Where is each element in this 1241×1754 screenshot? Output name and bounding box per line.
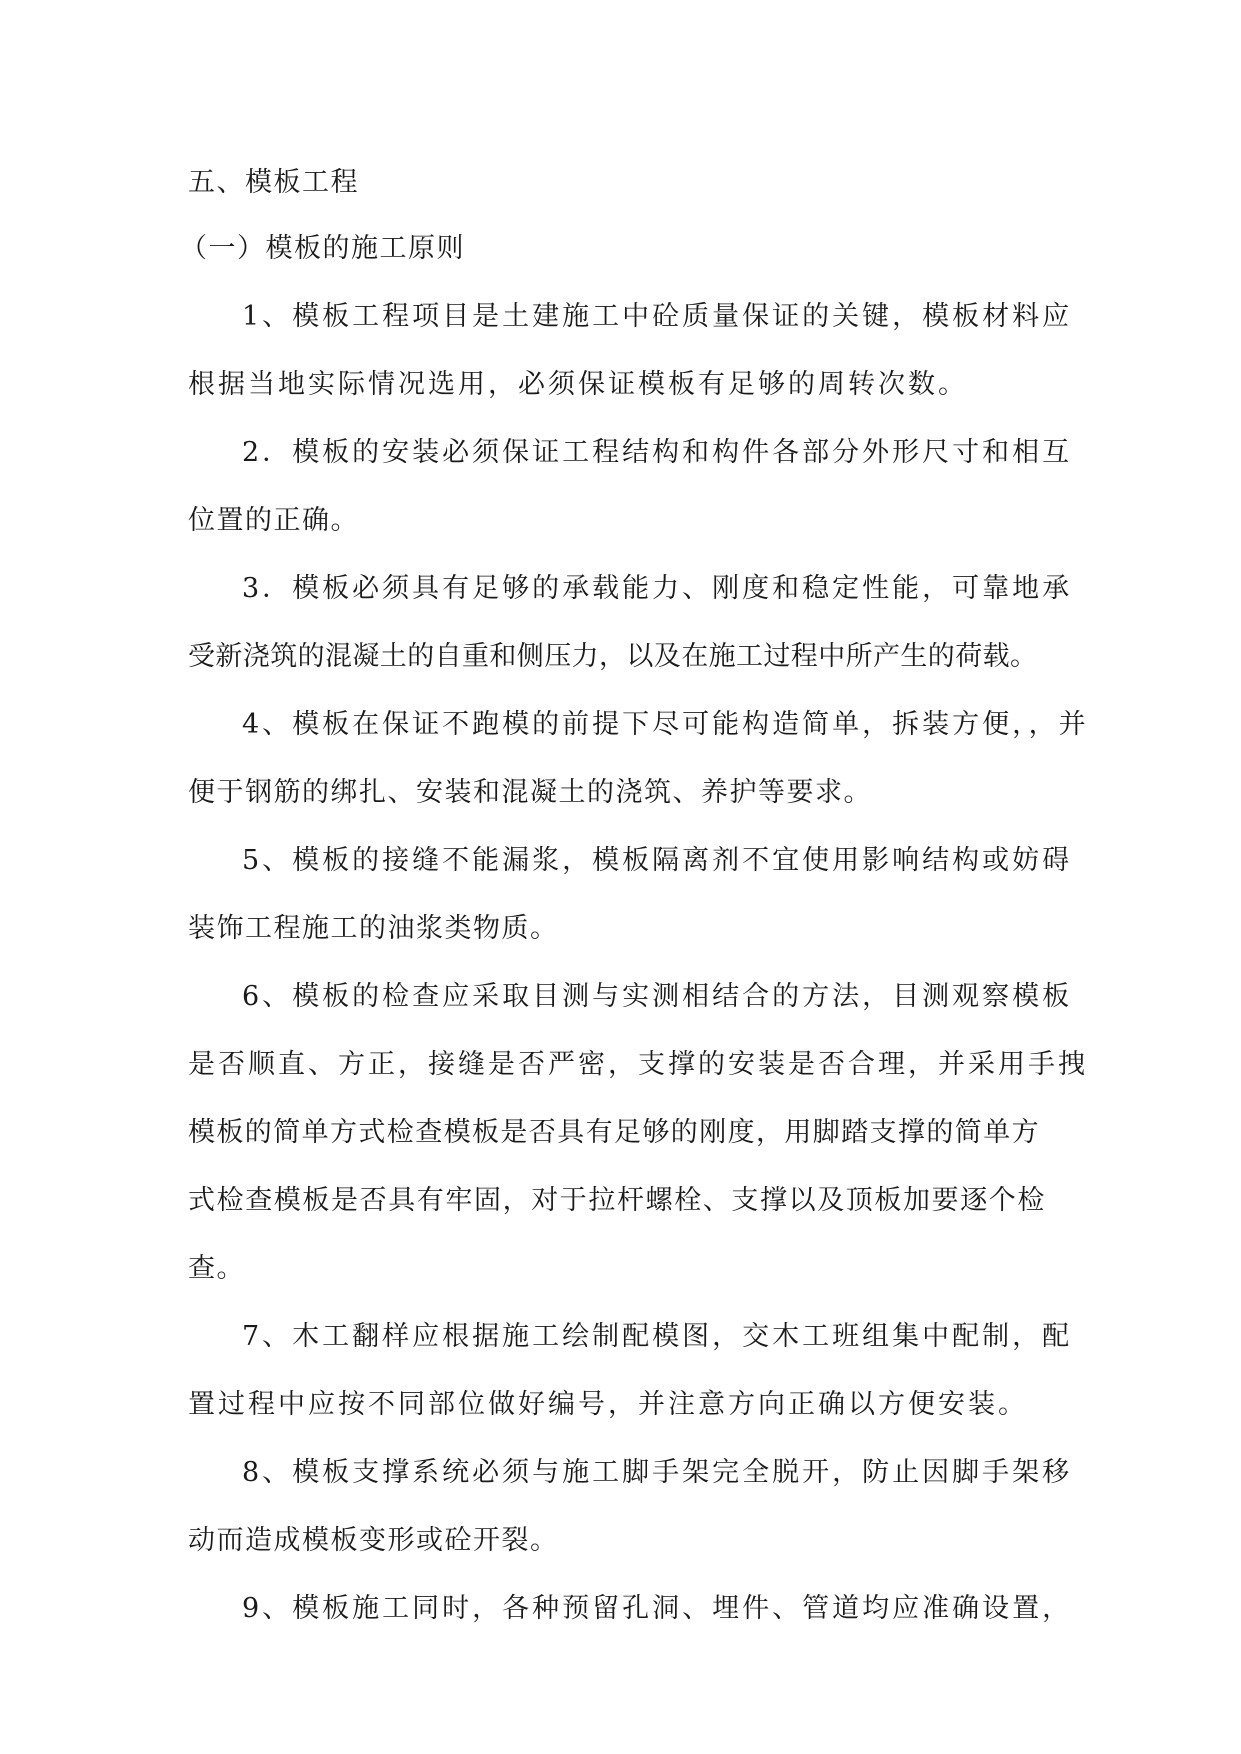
paragraph-6-line-4: 式检查模板是否具有牢固，对于拉杆螺栓、支撑以及顶板加要逐个检 bbox=[188, 1185, 1046, 1216]
paragraph-6-line-5: 查。 bbox=[188, 1253, 245, 1284]
section-heading: 五、模板工程 bbox=[188, 167, 359, 198]
paragraph-1-line-1: 1、模板工程项目是土建施工中砼质量保证的关键，模板材料应 bbox=[242, 301, 1073, 332]
paragraph-1-line-2: 根据当地实际情况选用，必须保证模板有足够的周转次数。 bbox=[188, 369, 968, 400]
paragraph-7-line-1: 7、木工翻样应根据施工绘制配模图，交木工班组集中配制，配 bbox=[242, 1321, 1073, 1352]
paragraph-9-line-1: 9、模板施工同时，各种预留孔洞、埋件、管道均应准确设置， bbox=[242, 1593, 1073, 1624]
paragraph-8-line-2: 动而造成模板变形或砼开裂。 bbox=[188, 1525, 559, 1556]
paragraph-8-line-1: 8、模板支撑系统必须与施工脚手架完全脱开，防止因脚手架移 bbox=[242, 1457, 1073, 1488]
paragraph-3-line-1: 3．模板必须具有足够的承载能力、刚度和稳定性能，可靠地承 bbox=[242, 573, 1073, 604]
paragraph-6-line-2: 是否顺直、方正，接缝是否严密，支撑的安装是否合理，并采用手拽 bbox=[188, 1049, 1088, 1080]
paragraph-2-line-1: 2．模板的安装必须保证工程结构和构件各部分外形尺寸和相互 bbox=[242, 437, 1073, 468]
paragraph-5-line-2: 装饰工程施工的油浆类物质。 bbox=[188, 913, 559, 944]
paragraph-6-line-3: 模板的简单方式检查模板是否具有足够的刚度，用脚踏支撑的简单方 bbox=[188, 1117, 1040, 1148]
paragraph-2-line-2: 位置的正确。 bbox=[188, 505, 359, 536]
paragraph-5-line-1: 5、模板的接缝不能漏浆，模板隔离剂不宜使用影响结构或妨碍 bbox=[242, 845, 1073, 876]
paragraph-3-line-2: 受新浇筑的混凝土的自重和侧压力，以及在施工过程中所产生的荷载。 bbox=[188, 641, 1038, 672]
paragraph-7-line-2: 置过程中应按不同部位做好编号，并注意方向正确以方便安装。 bbox=[188, 1389, 1028, 1420]
paragraph-6-line-1: 6、模板的检查应采取目测与实测相结合的方法，目测观察模板 bbox=[242, 981, 1073, 1012]
paragraph-4-line-2: 便于钢筋的绑扎、安装和混凝土的浇筑、养护等要求。 bbox=[188, 777, 872, 808]
paragraph-4-line-1: 4、模板在保证不跑模的前提下尽可能构造简单，拆装方便，，并 bbox=[242, 709, 1089, 740]
subsection-heading: （一）模板的施工原则 bbox=[180, 233, 465, 264]
